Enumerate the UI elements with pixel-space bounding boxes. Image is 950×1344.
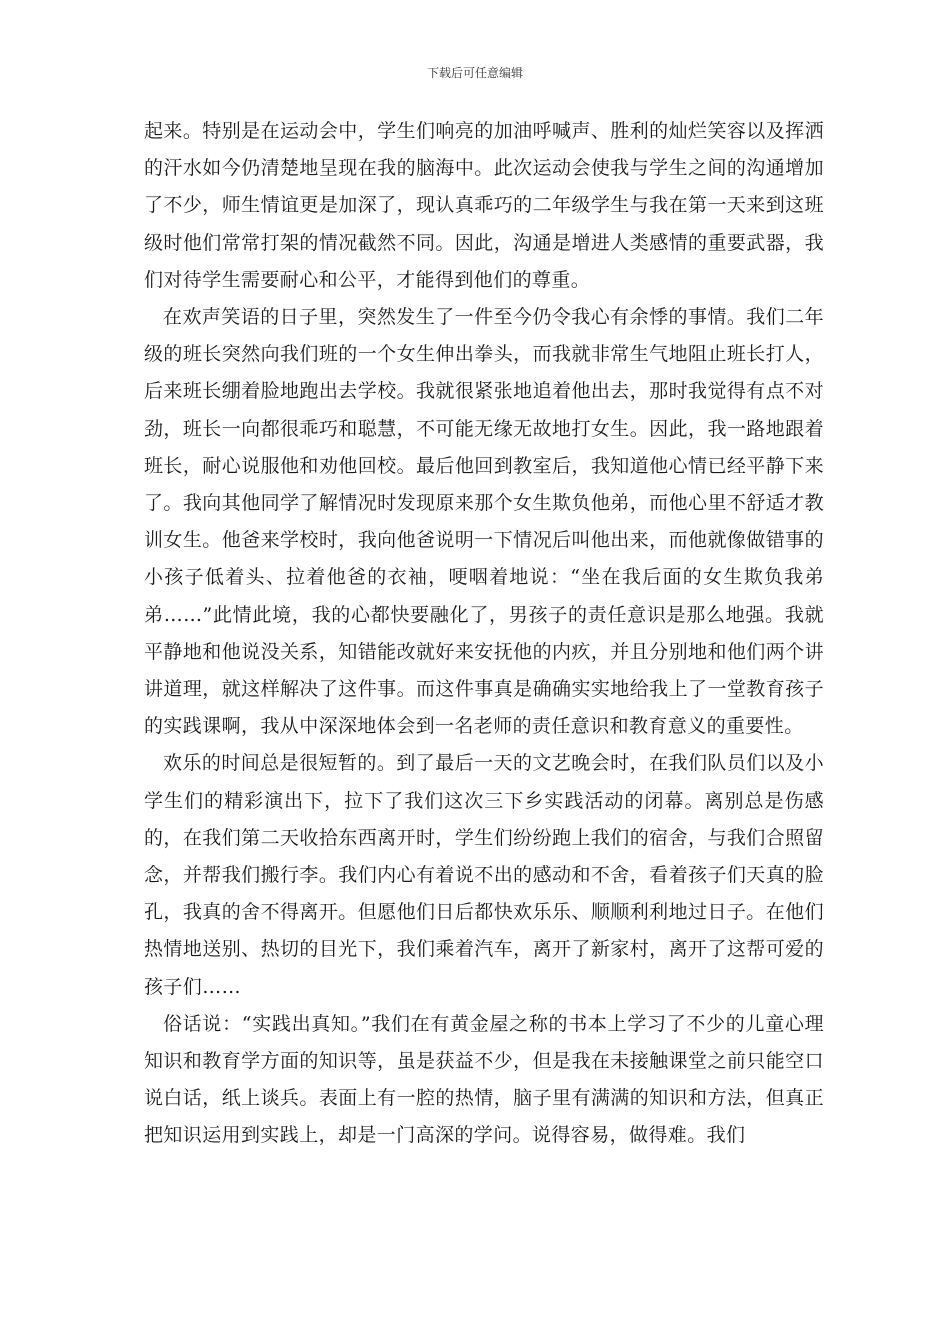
paragraph-1: 起来。特别是在运动会中，学生们响亮的加油呼喊声、胜利的灿烂笑容以及挥洒的汗水如今仍清楚地呈现在我的脑海中。此次运动会使我与学生之间的沟通增加了不少，师生情谊更是加深了，现认真乖巧的二年级学生与我在第一天来到这班级时他们常常打架的情况截然不同。因此，沟通是增进人类感情的重要武器，我们对待学生需要耐心和公平，才能得到他们的尊重。	[144, 120, 824, 291]
document-body	[144, 113, 824, 1155]
page-header: 下载后可任意编辑	[426, 66, 523, 80]
paragraph-2: 在欢声笑语的日子里，突然发生了一件至今仍令我心有余悸的事情。我们二年级的班长突然向我们班的一个女生伸出拳头，而我就非常生气地阻止班长打人，后来班长绷着脸地跑出去学校。我就很紧张地追着他出去，那时我觉得有点不对劲，班长一向都很乖巧和聪慧，不可能无缘无故地打女生。因此，我一路地跟着班长，耐心说服他和劝他回校。最后他回到教室后，我知道他心情已经平静下来了。我向其他同学了解情况时发现原来那个女生欺负他弟，而他心里不舒适才教训女生。他爸来学校时，我向他爸说明一下情况后叫他出来，而他就像做错事的小孩子低着头、拉着他爸的衣袖，哽咽着地说：“坐在我后面的女生欺负我弟弟……”此情此境，我的心都快要融化了，男孩子的责任意识是那么地强。我就平静地和他说没关系，知错能改就好来安抚他的内疚，并且分别地和他们两个讲讲道理，就这样解决了这件事。而这件事真是确确实实地给我上了一堂教育孩子的实践课啊，我从中深深地体会到一名老师的责任意识和教育意义的重要性。	[144, 306, 824, 738]
paragraph-4: 俗话说：“实践出真知。”我们在有黄金屋之称的书本上学习了不少的儿童心理知识和教育学方面的知识等，虽是获益不少，但是我在未接触课堂之前只能空口说白话，纸上谈兵。表面上有一腔的热情，脑子里有满满的知识和方法，但真正把知识运用到实践上，却是一门高深的学问。说得容易，做得难。我们	[144, 1012, 824, 1147]
paragraph-3: 欢乐的时间总是很短暂的。到了最后一天的文艺晚会时，在我们队员们以及小学生们的精彩演出下，拉下了我们这次三下乡实践活动的闭幕。离别总是伤感的，在我们第二天收拾东西离开时，学生们纷纷跑上我们的宿舍，与我们合照留念，并帮我们搬行李。我们内心有着说不出的感动和不舍，看着孩子们天真的脸孔，我真的舍不得离开。但愿他们日后都快欢乐乐、顺顺利利地过日子。在他们热情地送别、热切的目光下，我们乘着汽车，离开了新家村，离开了这帮可爱的孩子们……	[144, 752, 824, 998]
